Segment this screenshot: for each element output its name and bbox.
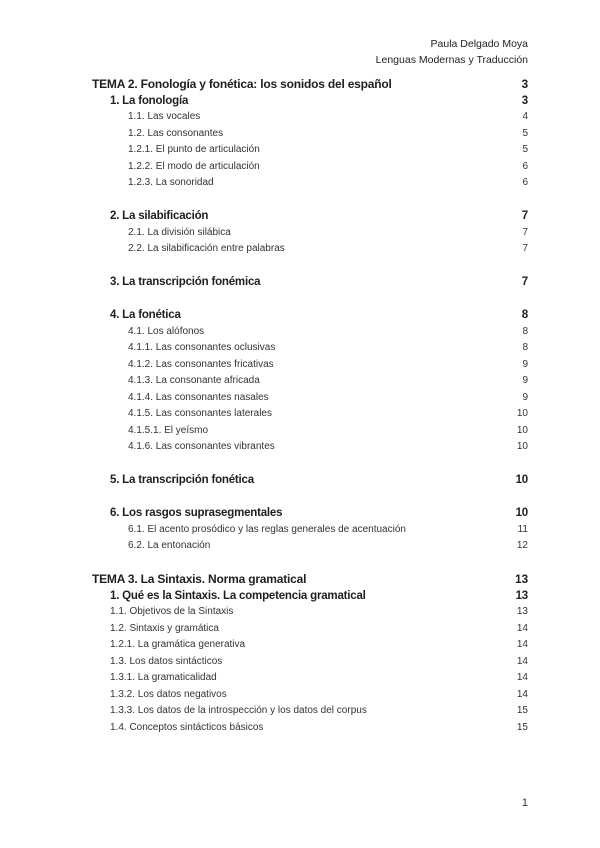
toc-entry-section[interactable]	[92, 274, 528, 291]
toc-page: 8	[522, 342, 528, 353]
page-number: 1	[521, 797, 528, 809]
toc-title: TEMA 2. Fonología y fonética: los sonidos del español	[92, 77, 392, 91]
toc-entry-subsection[interactable]	[92, 423, 528, 440]
toc-entry-subsection[interactable]	[92, 439, 528, 456]
toc-page: 8	[522, 325, 528, 337]
toc-page: 14	[516, 655, 528, 667]
toc-title: 1. Qué es la Sintaxis. La competencia gramatical	[110, 589, 366, 602]
toc-entry-subsection[interactable]	[92, 406, 528, 423]
toc-page: 7	[522, 226, 528, 238]
toc-entry-section[interactable]	[92, 505, 528, 522]
toc-page: 13	[515, 572, 528, 586]
toc-page: 9	[522, 375, 528, 386]
toc-title: 4.1.6. Las consonantes vibrantes	[128, 441, 275, 452]
toc-entry-subsection[interactable]	[92, 621, 528, 638]
toc-page: 3	[521, 94, 528, 107]
toc-page: 12	[516, 540, 528, 551]
toc-page: 7	[521, 276, 528, 288]
toc-title: 1.1. Las vocales	[128, 111, 201, 122]
toc-title: TEMA 3. La Sintaxis. Norma gramatical	[92, 572, 307, 586]
toc-entry-section[interactable]	[92, 472, 528, 489]
toc-entry-subsection[interactable]	[92, 324, 528, 341]
spacer	[92, 192, 528, 209]
author-name: Paula Delgado Moya	[430, 38, 528, 50]
toc-title: 1.4. Conceptos sintácticos básicos	[110, 721, 264, 733]
toc-page: 9	[522, 358, 528, 370]
toc-page: 4	[522, 111, 528, 122]
toc-title: 6. Los rasgos suprasegmentales	[110, 507, 283, 519]
toc-entry-subsection[interactable]	[92, 357, 528, 374]
toc-entry-subsection[interactable]	[92, 225, 528, 242]
toc-entry-subsection[interactable]	[92, 126, 528, 143]
toc-title: 4.1.5. Las consonantes laterales	[128, 408, 272, 419]
toc-page: 14	[516, 688, 528, 700]
toc-title: 4.1.2. Las consonantes fricativas	[128, 358, 274, 370]
toc-title: 2.1. La división silábica	[128, 226, 231, 238]
toc-page: 11	[517, 523, 528, 535]
toc-entry-subsection[interactable]	[92, 670, 528, 687]
toc-title: 1.3.2. Los datos negativos	[110, 688, 227, 700]
toc-page: 5	[522, 127, 528, 139]
toc-page: 13	[516, 606, 528, 617]
toc-title: 3. La transcripción fonémica	[110, 276, 261, 288]
toc-title: 1.2. Las consonantes	[128, 127, 224, 139]
toc-title: 1.3.3. Los datos de la introspección y los datos del corpus	[110, 705, 367, 716]
toc-page: 10	[516, 424, 528, 436]
spacer	[92, 258, 528, 275]
toc-page: 7	[521, 210, 528, 222]
toc-entry-section[interactable]	[92, 208, 528, 225]
toc-entry-subsection[interactable]	[92, 340, 528, 357]
table-of-contents	[92, 76, 528, 736]
toc-page: 3	[521, 77, 528, 91]
toc-page: 10	[515, 507, 528, 519]
toc-entry-subsection[interactable]	[92, 538, 528, 555]
toc-title: 1.3.1. La gramaticalidad	[110, 672, 217, 683]
toc-title: 1. La fonología	[110, 94, 189, 107]
toc-title: 2. La silabificación	[110, 210, 209, 222]
toc-entry-subsection[interactable]	[92, 175, 528, 192]
toc-title: 1.2.2. El modo de articulación	[128, 160, 260, 172]
toc-page: 15	[516, 721, 528, 733]
toc-entry-subsection[interactable]	[92, 637, 528, 654]
toc-title: 1.2.3. La sonoridad	[128, 177, 214, 188]
toc-entry-tema-3[interactable]	[92, 571, 528, 588]
toc-page: 14	[516, 622, 528, 634]
toc-title: 1.1. Objetivos de la Sintaxis	[110, 606, 234, 617]
toc-entry-section[interactable]	[92, 307, 528, 324]
toc-title: 6.2. La entonación	[128, 540, 211, 551]
toc-entry-section[interactable]	[92, 93, 528, 110]
toc-page: 14	[516, 672, 528, 683]
toc-entry-subsection[interactable]	[92, 142, 528, 159]
toc-title: 4.1.4. Las consonantes nasales	[128, 391, 269, 403]
toc-title: 6.1. El acento prosódico y las reglas generales de acentuación	[128, 523, 406, 535]
toc-title: 5. La transcripción fonética	[110, 474, 254, 486]
page-header	[376, 36, 528, 68]
toc-page: 10	[516, 408, 528, 419]
toc-title: 4.1.3. La consonante africada	[128, 375, 260, 386]
toc-title: 4.1.5.1. El yeísmo	[128, 424, 209, 436]
spacer	[92, 555, 528, 572]
toc-entry-tema-2[interactable]	[92, 76, 528, 93]
toc-entry-subsection[interactable]	[92, 159, 528, 176]
toc-title: 4. La fonética	[110, 309, 181, 321]
toc-title: 1.2.1. La gramática generativa	[110, 639, 246, 650]
toc-entry-subsection[interactable]	[92, 604, 528, 621]
toc-title: 2.2. La silabificación entre palabras	[128, 243, 285, 254]
toc-page: 9	[522, 391, 528, 403]
toc-entry-subsection[interactable]	[92, 109, 528, 126]
toc-page: 13	[515, 589, 528, 602]
toc-title: 1.2.1. El punto de articulación	[128, 144, 260, 155]
degree-name: Lenguas Modernas y Traducción	[375, 54, 528, 66]
toc-title: 1.2. Sintaxis y gramática	[110, 622, 219, 634]
toc-page: 14	[516, 639, 528, 650]
toc-page: 6	[522, 160, 528, 172]
toc-entry-subsection[interactable]	[92, 522, 528, 539]
toc-page: 15	[516, 705, 528, 716]
toc-entry-subsection[interactable]	[92, 373, 528, 390]
toc-entry-subsection[interactable]	[92, 687, 528, 704]
toc-entry-subsection[interactable]	[92, 390, 528, 407]
toc-entry-subsection[interactable]	[92, 241, 528, 258]
toc-page: 10	[516, 441, 528, 452]
spacer	[92, 456, 528, 473]
toc-page: 7	[522, 243, 528, 254]
toc-entry-subsection[interactable]	[92, 720, 528, 737]
toc-title: 4.1. Los alófonos	[128, 325, 205, 337]
toc-page: 8	[521, 309, 528, 321]
spacer	[92, 489, 528, 506]
toc-entry-subsection[interactable]	[92, 654, 528, 671]
toc-entry-section[interactable]	[92, 588, 528, 605]
toc-title: 4.1.1. Las consonantes oclusivas	[128, 342, 276, 353]
spacer	[92, 291, 528, 308]
toc-page: 6	[522, 177, 528, 188]
toc-page: 10	[515, 474, 528, 486]
toc-entry-subsection[interactable]	[92, 703, 528, 720]
toc-page: 5	[522, 144, 528, 155]
toc-title: 1.3. Los datos sintácticos	[110, 655, 223, 667]
